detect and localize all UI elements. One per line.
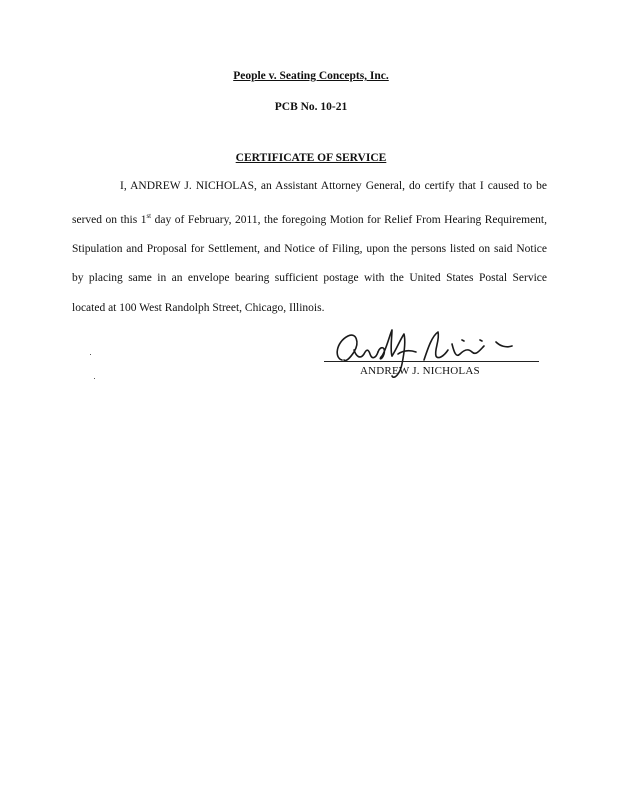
scan-speck [90, 354, 91, 355]
body-text-part-1: I, ANDREW J. NICHOLAS, an Assistant Attorney General, do certify that I caused to be served on this 1 [72, 180, 547, 226]
signature-line [324, 361, 539, 362]
scan-speck [94, 378, 95, 379]
certificate-title: CERTIFICATE OF SERVICE [235, 152, 387, 164]
case-number: PCB No. 10-21 [274, 101, 348, 113]
body-text-part-2: day of February, 2011, the foregoing Motion for Relief From Hearing Requirement, Stipulation and Proposal for Settlement, and Notice of Filing, upon the persons listed on said Notice by placing same in an envelope bearing sufficient postage with the United States Postal Service located at 100 West Randolph Street, Chicago, Illinois. [72, 213, 547, 314]
case-caption: People v. Seating Concepts, Inc. [233, 70, 389, 82]
certificate-body [72, 172, 547, 323]
ordinal-suffix: st [146, 211, 152, 220]
signatory-name: ANDREW J. NICHOLAS [360, 365, 480, 377]
signature-block [320, 320, 540, 380]
